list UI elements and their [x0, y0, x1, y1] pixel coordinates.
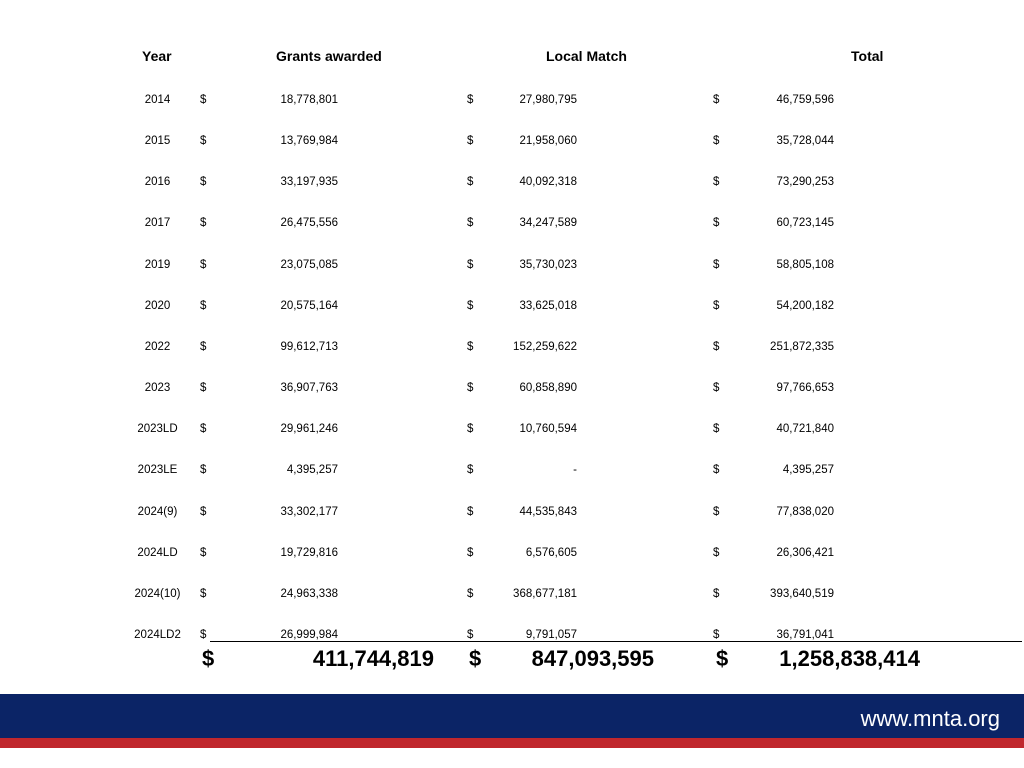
- cell-total: 393,640,519: [770, 588, 834, 600]
- cell-year: 2023LE: [137, 464, 178, 476]
- cell-grants-awarded: 19,729,816: [280, 547, 338, 559]
- cell-local-dollar-sign: $: [467, 506, 474, 518]
- cell-local-match: 21,958,060: [519, 135, 577, 147]
- cell-total: 60,723,145: [776, 217, 834, 229]
- cell-total: 97,766,653: [776, 382, 834, 394]
- cell-year: 2023: [144, 382, 171, 394]
- header-year: Year: [142, 48, 172, 64]
- cell-total: 73,290,253: [776, 176, 834, 188]
- cell-total: 58,805,108: [776, 259, 834, 271]
- cell-local-match: 27,980,795: [519, 94, 577, 106]
- table-row: [0, 339, 1024, 355]
- cell-total-dollar-sign: $: [713, 94, 720, 106]
- totals-total-dollar-sign: $: [716, 646, 729, 671]
- cell-local-match: 44,535,843: [519, 506, 577, 518]
- cell-grants-awarded: 36,907,763: [280, 382, 338, 394]
- cell-year: 2016: [144, 176, 171, 188]
- cell-total: 35,728,044: [776, 135, 834, 147]
- table-row: [0, 92, 1024, 108]
- cell-local-match: 35,730,023: [519, 259, 577, 271]
- cell-year: 2024LD: [137, 547, 178, 559]
- cell-local-match: 152,259,622: [513, 341, 577, 353]
- cell-total-dollar-sign: $: [713, 300, 720, 312]
- cell-grants-dollar-sign: $: [200, 217, 207, 229]
- header-local-match: Local Match: [546, 48, 627, 64]
- cell-grants-dollar-sign: $: [200, 588, 207, 600]
- cell-local-dollar-sign: $: [467, 382, 474, 394]
- cell-year: 2015: [144, 135, 171, 147]
- cell-total: 26,306,421: [776, 547, 834, 559]
- cell-grants-awarded: 26,475,556: [280, 217, 338, 229]
- cell-grants-dollar-sign: $: [200, 341, 207, 353]
- cell-total-dollar-sign: $: [713, 135, 720, 147]
- totals-grants-dollar-sign: $: [202, 646, 215, 671]
- table-row: [0, 462, 1024, 478]
- cell-local-match: 33,625,018: [519, 300, 577, 312]
- table-row: [0, 133, 1024, 149]
- cell-local-match: 34,247,589: [519, 217, 577, 229]
- cell-grants-awarded: 29,961,246: [280, 423, 338, 435]
- cell-year: 2023LD: [137, 423, 178, 435]
- table-row: [0, 545, 1024, 561]
- table-row: [0, 215, 1024, 231]
- cell-local-match: 40,092,318: [519, 176, 577, 188]
- cell-local-dollar-sign: $: [467, 341, 474, 353]
- table-row: [0, 586, 1024, 602]
- cell-grants-dollar-sign: $: [200, 547, 207, 559]
- cell-total: 54,200,182: [776, 300, 834, 312]
- cell-local-match: 10,760,594: [519, 423, 577, 435]
- totals-grants-value: 411,744,819: [312, 646, 434, 671]
- cell-grants-awarded: 18,778,801: [280, 94, 338, 106]
- cell-local-dollar-sign: $: [467, 259, 474, 271]
- cell-total-dollar-sign: $: [713, 382, 720, 394]
- cell-year: 2024(9): [137, 506, 178, 518]
- cell-total: 46,759,596: [776, 94, 834, 106]
- cell-local-dollar-sign: $: [467, 135, 474, 147]
- cell-grants-dollar-sign: $: [200, 135, 207, 147]
- cell-grants-dollar-sign: $: [200, 382, 207, 394]
- cell-total-dollar-sign: $: [713, 464, 720, 476]
- cell-total-dollar-sign: $: [713, 176, 720, 188]
- totals-local-value: 847,093,595: [531, 646, 654, 671]
- table-row: [0, 174, 1024, 190]
- cell-grants-dollar-sign: $: [200, 464, 207, 476]
- cell-local-dollar-sign: $: [467, 629, 474, 641]
- table-row: [0, 504, 1024, 520]
- cell-total-dollar-sign: $: [713, 629, 720, 641]
- cell-grants-dollar-sign: $: [200, 259, 207, 271]
- cell-year: 2024(10): [134, 588, 181, 600]
- cell-local-dollar-sign: $: [467, 300, 474, 312]
- cell-local-match: 60,858,890: [519, 382, 577, 394]
- cell-grants-awarded: 23,075,085: [280, 259, 338, 271]
- cell-grants-dollar-sign: $: [200, 506, 207, 518]
- cell-grants-dollar-sign: $: [200, 300, 207, 312]
- cell-total-dollar-sign: $: [713, 217, 720, 229]
- cell-total-dollar-sign: $: [713, 506, 720, 518]
- cell-year: 2022: [144, 341, 171, 353]
- cell-grants-awarded: 4,395,257: [286, 464, 338, 476]
- totals-row: [0, 645, 1024, 673]
- cell-grants-dollar-sign: $: [200, 176, 207, 188]
- table-row: [0, 298, 1024, 314]
- cell-grants-awarded: 13,769,984: [280, 135, 338, 147]
- cell-year: 2024LD2: [134, 629, 181, 641]
- cell-total-dollar-sign: $: [713, 259, 720, 271]
- cell-local-match: 9,791,057: [525, 629, 577, 641]
- cell-year: 2019: [144, 259, 171, 271]
- cell-total-dollar-sign: $: [713, 588, 720, 600]
- cell-grants-awarded: 26,999,984: [280, 629, 338, 641]
- cell-year: 2020: [144, 300, 171, 312]
- cell-year: 2014: [144, 94, 171, 106]
- cell-local-dollar-sign: $: [467, 547, 474, 559]
- cell-local-dollar-sign: $: [467, 176, 474, 188]
- cell-local-dollar-sign: $: [467, 464, 474, 476]
- cell-local-match: 6,576,605: [525, 547, 577, 559]
- cell-local-dollar-sign: $: [467, 94, 474, 106]
- table-row: [0, 380, 1024, 396]
- cell-local-dollar-sign: $: [467, 217, 474, 229]
- cell-local-dollar-sign: $: [467, 588, 474, 600]
- cell-grants-awarded: 33,302,177: [280, 506, 338, 518]
- cell-year: 2017: [144, 217, 171, 229]
- cell-local-match: -: [573, 464, 577, 476]
- cell-total: 77,838,020: [776, 506, 834, 518]
- header-total: Total: [851, 48, 884, 64]
- cell-local-match: 368,677,181: [513, 588, 577, 600]
- table-row: [0, 257, 1024, 273]
- totals-local-dollar-sign: $: [469, 646, 482, 671]
- cell-grants-dollar-sign: $: [200, 629, 207, 641]
- cell-total-dollar-sign: $: [713, 423, 720, 435]
- footer-stripe: [0, 738, 1024, 748]
- totals-total-value: 1,258,838,414: [779, 646, 920, 671]
- cell-total: 251,872,335: [770, 341, 834, 353]
- cell-total: 40,721,840: [776, 423, 834, 435]
- cell-grants-dollar-sign: $: [200, 423, 207, 435]
- header-grants-awarded: Grants awarded: [276, 48, 382, 64]
- cell-total: 4,395,257: [782, 464, 834, 476]
- totals-rule: [210, 641, 1022, 642]
- footer-band: [0, 694, 1024, 738]
- cell-grants-awarded: 20,575,164: [280, 300, 338, 312]
- cell-grants-awarded: 33,197,935: [280, 176, 338, 188]
- cell-total: 36,791,041: [776, 629, 834, 641]
- cell-grants-dollar-sign: $: [200, 94, 207, 106]
- cell-grants-awarded: 24,963,338: [280, 588, 338, 600]
- cell-local-dollar-sign: $: [467, 423, 474, 435]
- table-row: [0, 421, 1024, 437]
- cell-total-dollar-sign: $: [713, 341, 720, 353]
- cell-grants-awarded: 99,612,713: [280, 341, 338, 353]
- cell-total-dollar-sign: $: [713, 547, 720, 559]
- footer-website-link[interactable]: www.mnta.org: [860, 706, 1000, 731]
